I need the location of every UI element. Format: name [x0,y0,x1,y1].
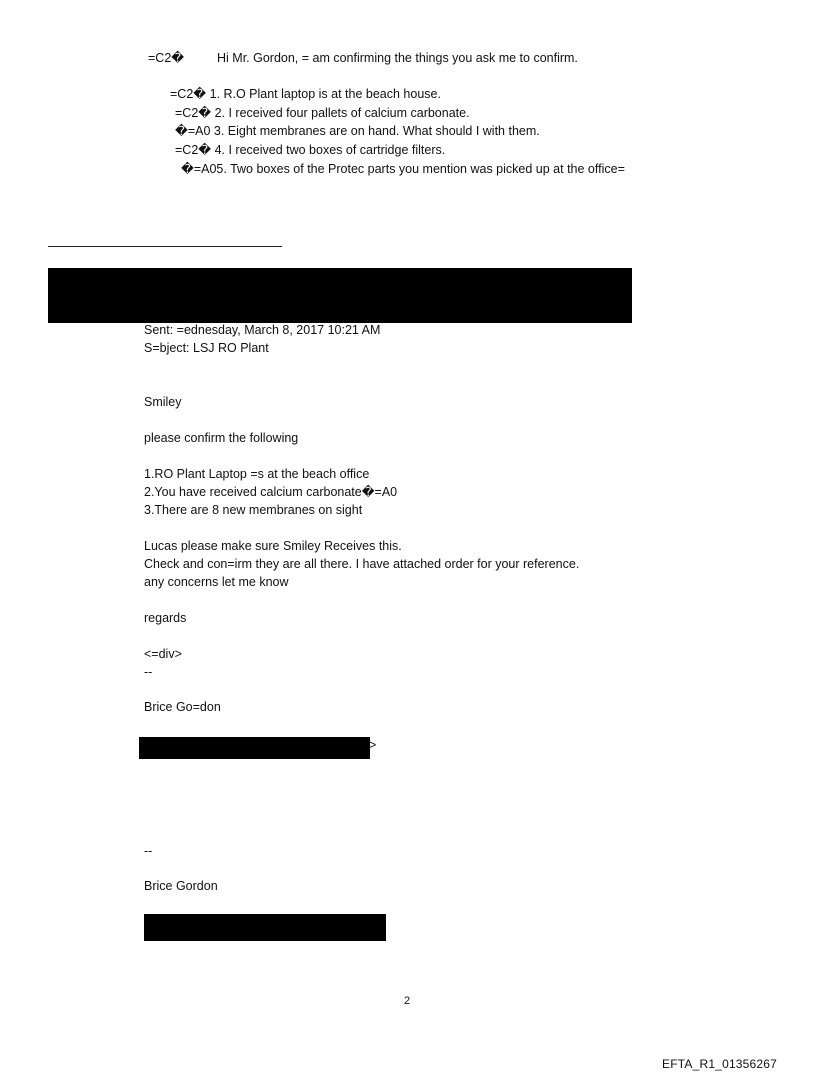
email-item-3: 3.There are 8 new membranes on sight [144,503,363,517]
email-note-line-2: Check and con=irm they are all there. I have attached order for your reference. [144,557,580,571]
signature-name-2: Brice Gordon [144,879,218,893]
email-item-2: 2.You have received calcium carbonate�=A0 [144,485,398,499]
email-closing: regards [144,611,187,625]
email-note-line-3: any concerns let me know [144,575,289,589]
intro-text: Hi Mr. Gordon, = am confirming the things you ask me to confirm. [217,51,578,65]
confirm-item-3: �=A0 3. Eight membranes are on hand. What should I with them. [175,124,540,138]
email-greeting: Smiley [144,395,182,409]
email-request: please confirm the following [144,431,299,445]
div-tag-text: <=div> [144,647,182,661]
document-id: EFTA_R1_01356267 [662,1057,778,1071]
signature-separator-2: -- [144,844,153,858]
redaction-block [48,268,632,323]
page-number: 2 [404,995,411,1007]
confirm-item-2: =C2� 2. I received four pallets of calcium carbonate. [175,106,470,120]
signature-separator: -- [144,665,153,679]
email-sent-line: Sent: =ednesday, March 8, 2017 10:21 AM [144,323,381,337]
redaction-bar [139,737,370,759]
redacted-tail-char: > [369,738,377,752]
email-note-line-1: Lucas please make sure Smiley Receives this. [144,539,402,553]
confirm-item-1: =C2� 1. R.O Plant laptop is at the beach house. [170,87,441,101]
email-subject-line: S=bject: LSJ RO Plant [144,341,269,355]
separator-rule [48,246,282,247]
intro-prefix: =C2� [148,51,185,65]
confirm-item-4: =C2� 4. I received two boxes of cartridge filters. [175,143,446,157]
redaction-bar-2 [144,914,386,941]
confirm-item-5: �=A05. Two boxes of the Protec parts you mention was picked up at the office= [181,162,625,176]
email-item-1: 1.RO Plant Laptop =s at the beach office [144,467,370,481]
signature-name: Brice Go=don [144,700,221,714]
